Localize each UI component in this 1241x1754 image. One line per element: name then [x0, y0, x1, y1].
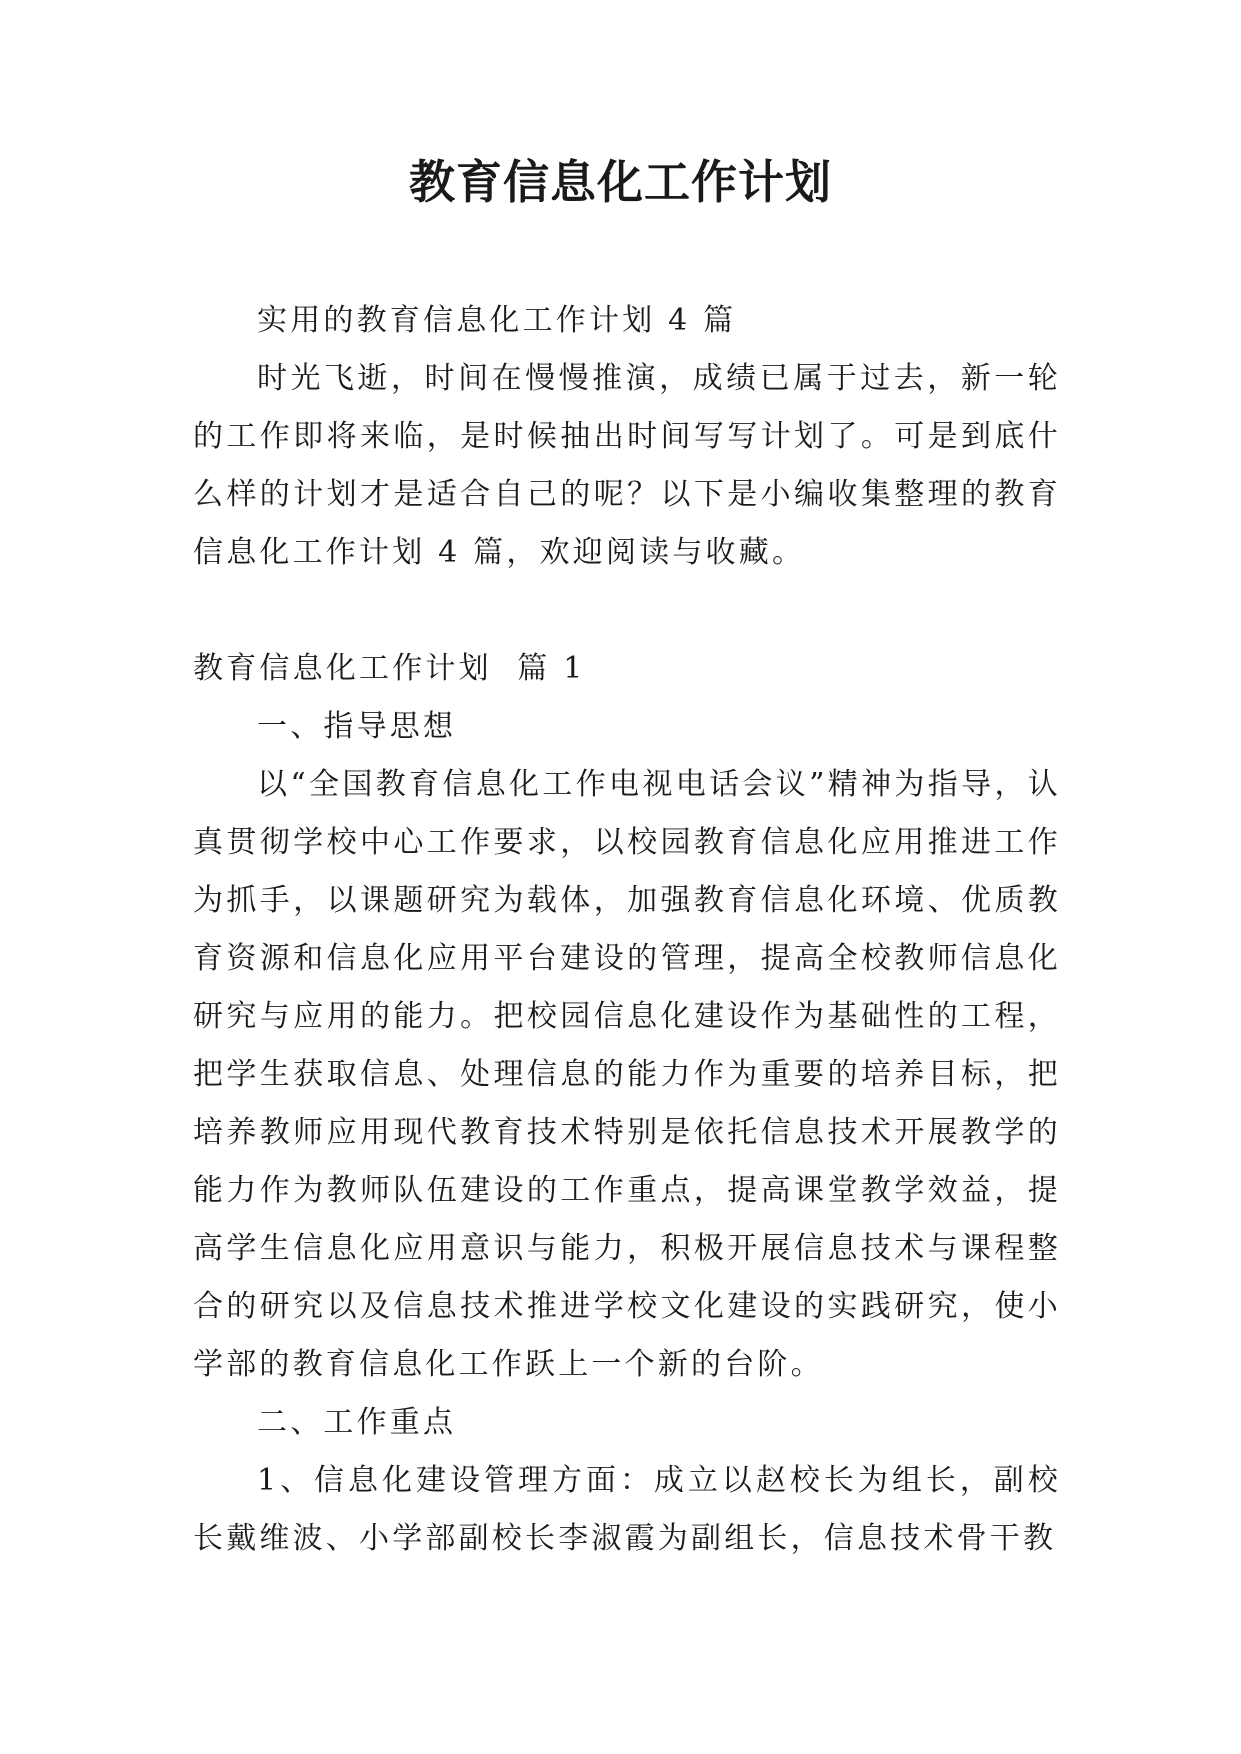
part1-heading: 一、指导思想: [257, 709, 457, 744]
intro-paragraph: 时光飞逝，时间在慢慢推演，成绩已属于过去，新一轮的工作即将来临，是时候抽出时间写写计划了。可是到底什么样的计划才是适合自己的呢？以下是小编收集整理的教育信息化工作计划 4 篇，欢迎阅读与收藏。: [193, 361, 1061, 570]
document-body: [193, 292, 1061, 1568]
document-title: 教育信息化工作计划: [409, 155, 832, 209]
section-heading: 教育信息化工作计划 篇 1: [193, 651, 586, 686]
part2-heading: 二、工作重点: [257, 1405, 457, 1440]
part1-paragraph: 以“全国教育信息化工作电视电话会议”精神为指导，认真贯彻学校中心工作要求，以校园教育信息化应用推进工作为抓手，以课题研究为载体，加强教育信息化环境、优质教育资源和信息化应用平台建设的管理，提高全校教师信息化研究与应用的能力。把校园信息化建设作为基础性的工程，把学生获取信息、处理信息的能力作为重要的培养目标，把培养教师应用现代教育技术特别是依托信息技术开展教学的能力作为教师队伍建设的工作重点，提高课堂教学效益，提高学生信息化应用意识与能力，积极开展信息技术与课程整合的研究以及信息技术推进学校文化建设的实践研究，使小学部的教育信息化工作跃上一个新的台阶。: [193, 767, 1061, 1382]
part2-item-1: 1、信息化建设管理方面：成立以赵校长为组长，副校长戴维波、小学部副校长李淑霞为副组长，信息技术骨干教: [193, 1463, 1061, 1556]
subtitle-paragraph: 实用的教育信息化工作计划 4 篇: [257, 303, 737, 338]
